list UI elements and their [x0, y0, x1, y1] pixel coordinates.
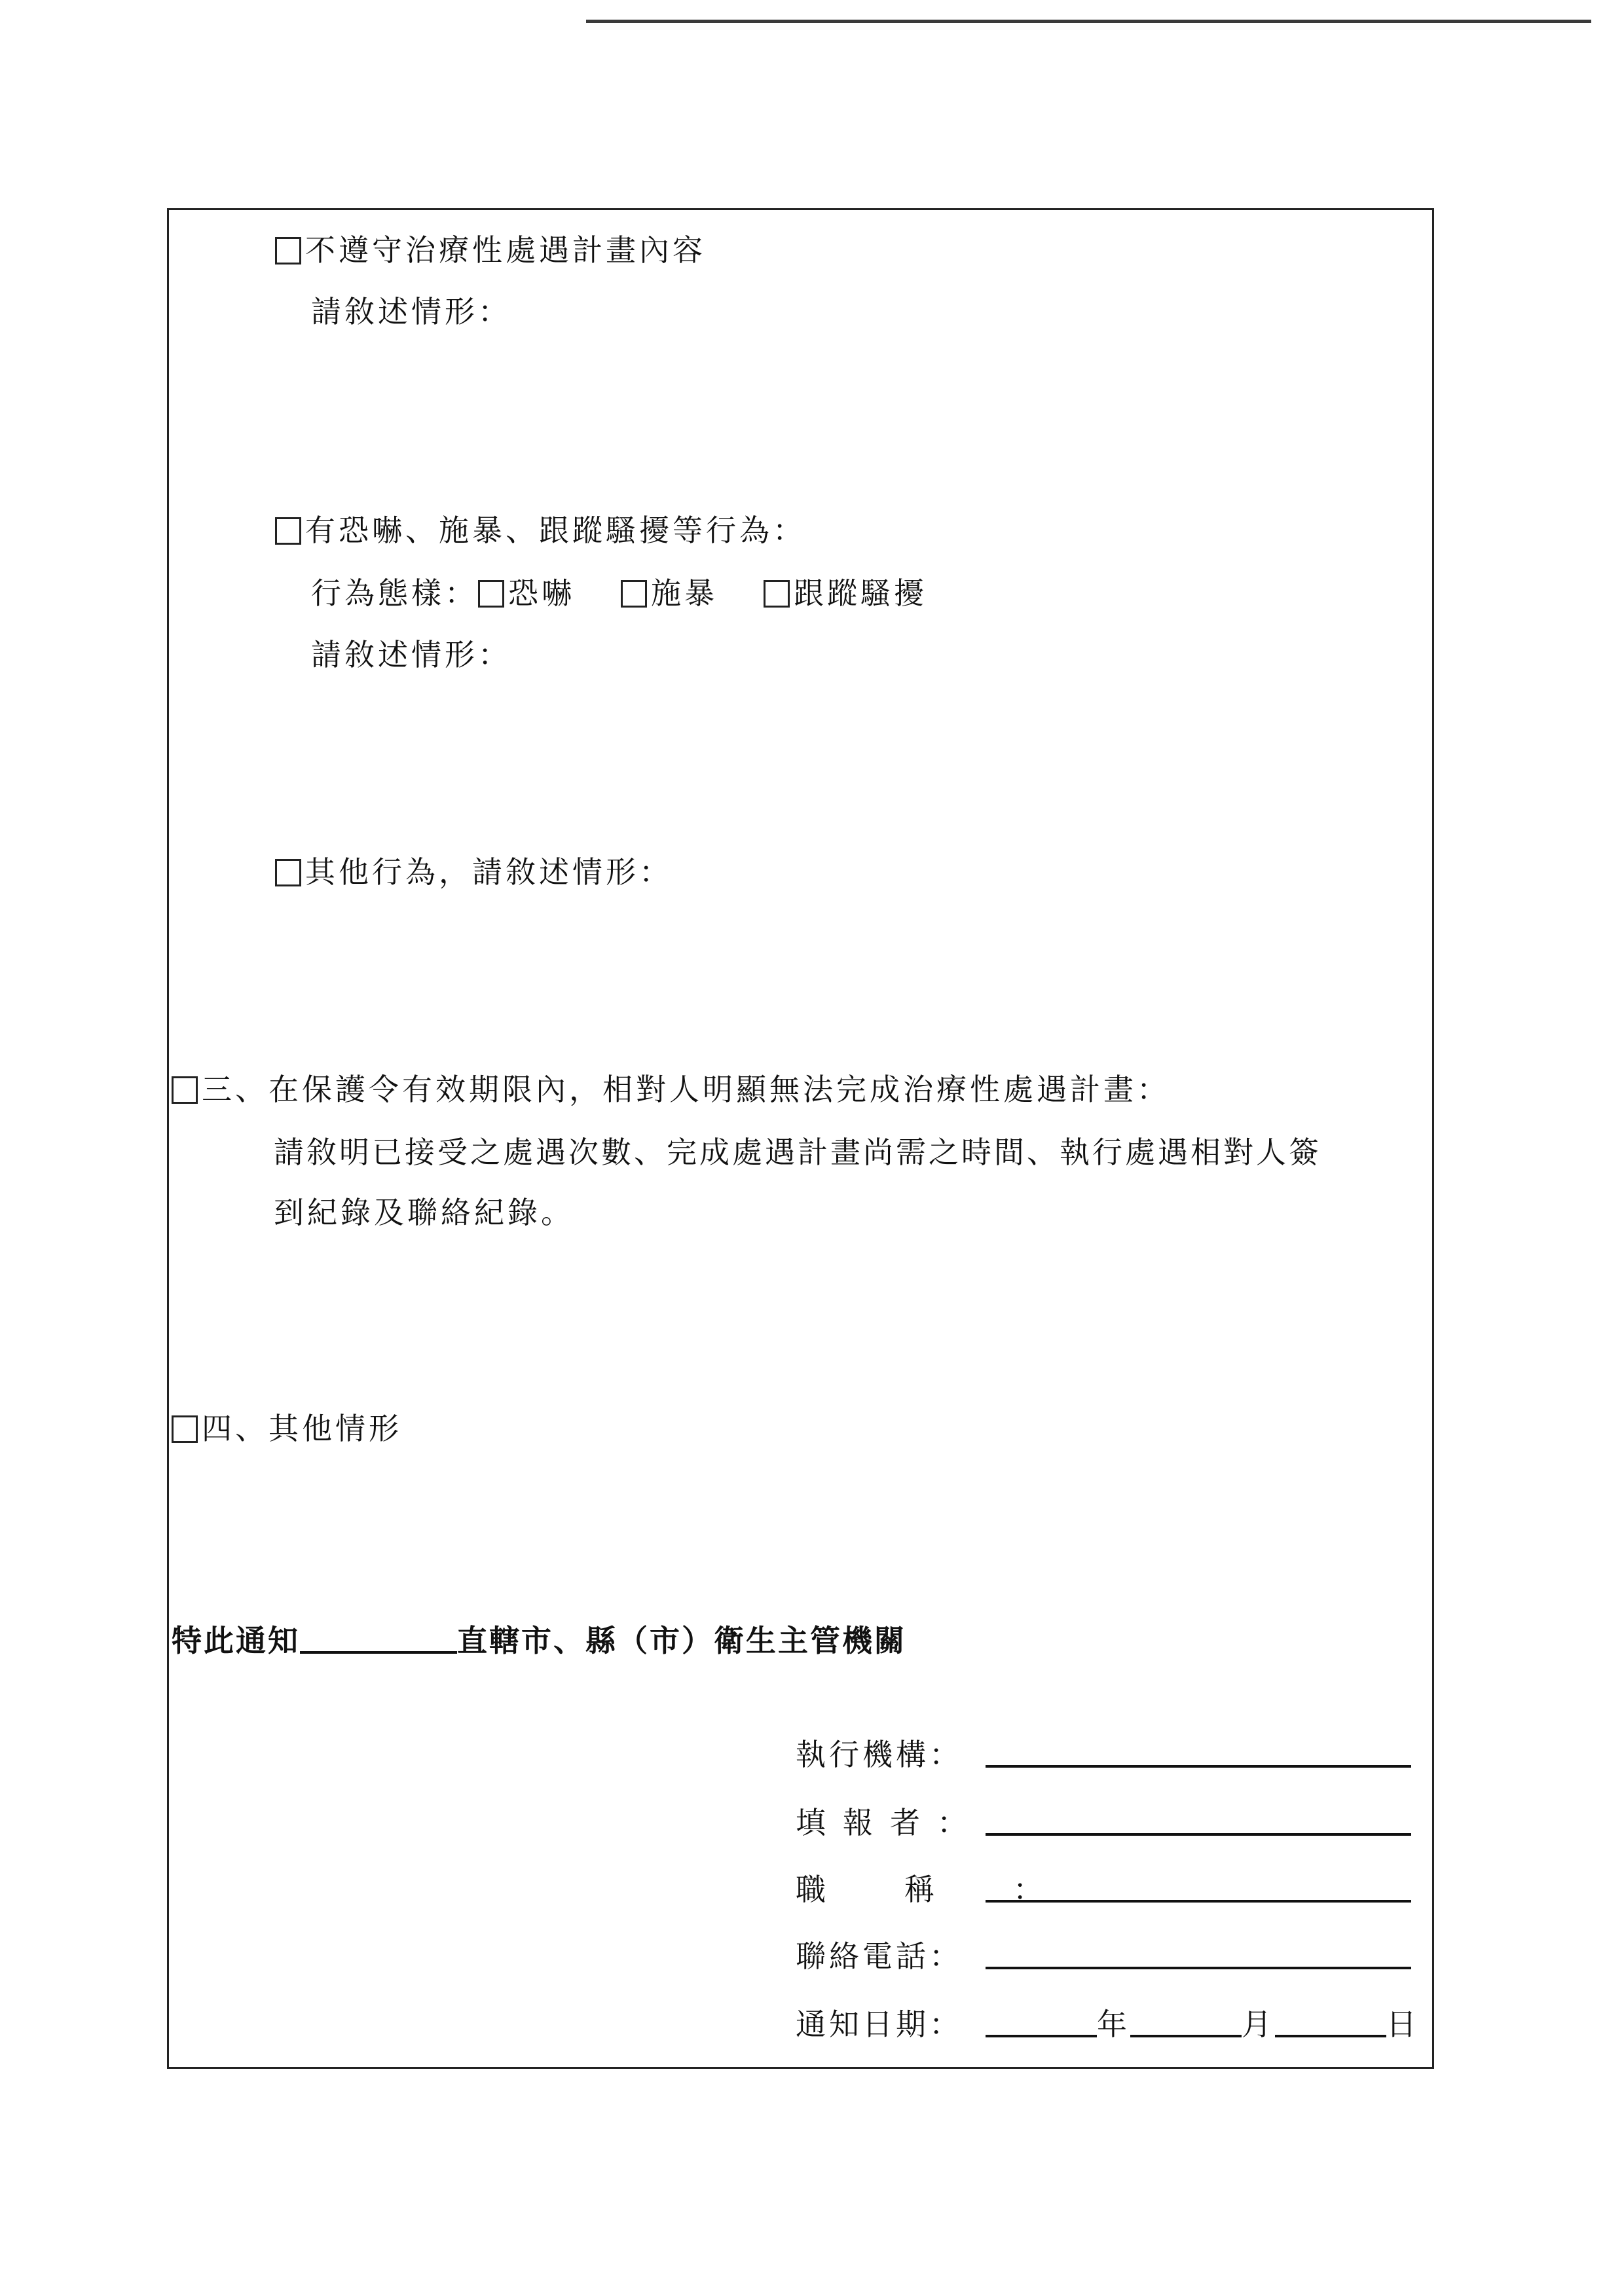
top-rule	[586, 20, 1591, 23]
item-threat	[275, 511, 806, 550]
notice-line	[172, 1621, 906, 1660]
section-three-label: 三、在保護令有效期限內，相對人明顯無法完成治療性處遇計畫：	[202, 1072, 1170, 1107]
checkbox-noncompliance[interactable]	[275, 237, 301, 264]
section-four-label: 四、其他情形	[202, 1411, 402, 1446]
sig-reporter-field[interactable]	[986, 1803, 1411, 1836]
item-other-label: 其他行為，請敘述情形：	[305, 854, 673, 890]
sig-date-label: 通知日期：	[796, 2007, 963, 2042]
checkbox-section-three[interactable]	[172, 1076, 198, 1104]
sig-reporter-row	[796, 1803, 1411, 1842]
item-threat-label: 有恐嚇、施暴、跟蹤騷擾等行為：	[305, 513, 806, 548]
notice-suffix: 直轄市、縣（市）衛生主管機關	[457, 1623, 906, 1658]
item-noncompliance-label: 不遵守治療性處遇計畫內容	[305, 232, 706, 268]
sig-phone-field[interactable]	[986, 1937, 1411, 1969]
checkbox-intimidation[interactable]	[478, 580, 504, 608]
sig-date-row	[796, 2005, 1420, 2044]
checkbox-other-behavior[interactable]	[275, 859, 301, 886]
notice-authority-blank[interactable]	[300, 1621, 457, 1654]
date-month-label: 月	[1242, 2007, 1275, 2042]
sig-title-field[interactable]	[986, 1870, 1411, 1903]
section-four	[172, 1409, 402, 1448]
sig-agency-label: 執行機構：	[796, 1737, 963, 1772]
sig-phone-row	[796, 1937, 1411, 1976]
section-three-line2: 到紀錄及聯絡紀錄。	[274, 1195, 574, 1230]
sig-title-row	[796, 1870, 1411, 1909]
sig-phone-label: 聯絡電話：	[796, 1939, 963, 1974]
option-stalking: 跟蹤騷擾	[794, 575, 927, 611]
noncompliance-describe: 請敘述情形：	[311, 294, 511, 329]
date-day-field[interactable]	[1275, 2005, 1386, 2037]
checkbox-threat[interactable]	[275, 517, 301, 545]
option-violence: 施暴	[651, 575, 718, 611]
date-day-label: 日	[1386, 2007, 1420, 2042]
sig-title-label: 職稱：	[796, 1872, 1122, 1907]
notice-prefix: 特此通知	[172, 1623, 300, 1658]
date-year-label: 年	[1097, 2007, 1130, 2042]
checkbox-stalking[interactable]	[764, 580, 790, 608]
checkbox-section-four[interactable]	[172, 1415, 198, 1443]
date-year-field[interactable]	[986, 2005, 1097, 2037]
sig-reporter-label: 填報者：	[796, 1805, 984, 1840]
behavior-row	[311, 574, 927, 613]
sig-agency-row	[796, 1735, 1411, 1774]
section-three-line1: 請敘明已接受之處遇次數、完成處遇計畫尚需之時間、執行處遇相對人簽	[274, 1135, 1321, 1170]
threat-describe: 請敘述情形：	[311, 637, 511, 672]
item-noncompliance	[275, 230, 706, 270]
date-month-field[interactable]	[1130, 2005, 1242, 2037]
checkbox-violence[interactable]	[621, 580, 647, 608]
behavior-label: 行為態樣：	[311, 575, 478, 611]
option-intimidation: 恐嚇	[508, 575, 575, 611]
sig-agency-field[interactable]	[986, 1735, 1411, 1768]
item-other	[275, 852, 673, 892]
section-three	[172, 1070, 1170, 1109]
